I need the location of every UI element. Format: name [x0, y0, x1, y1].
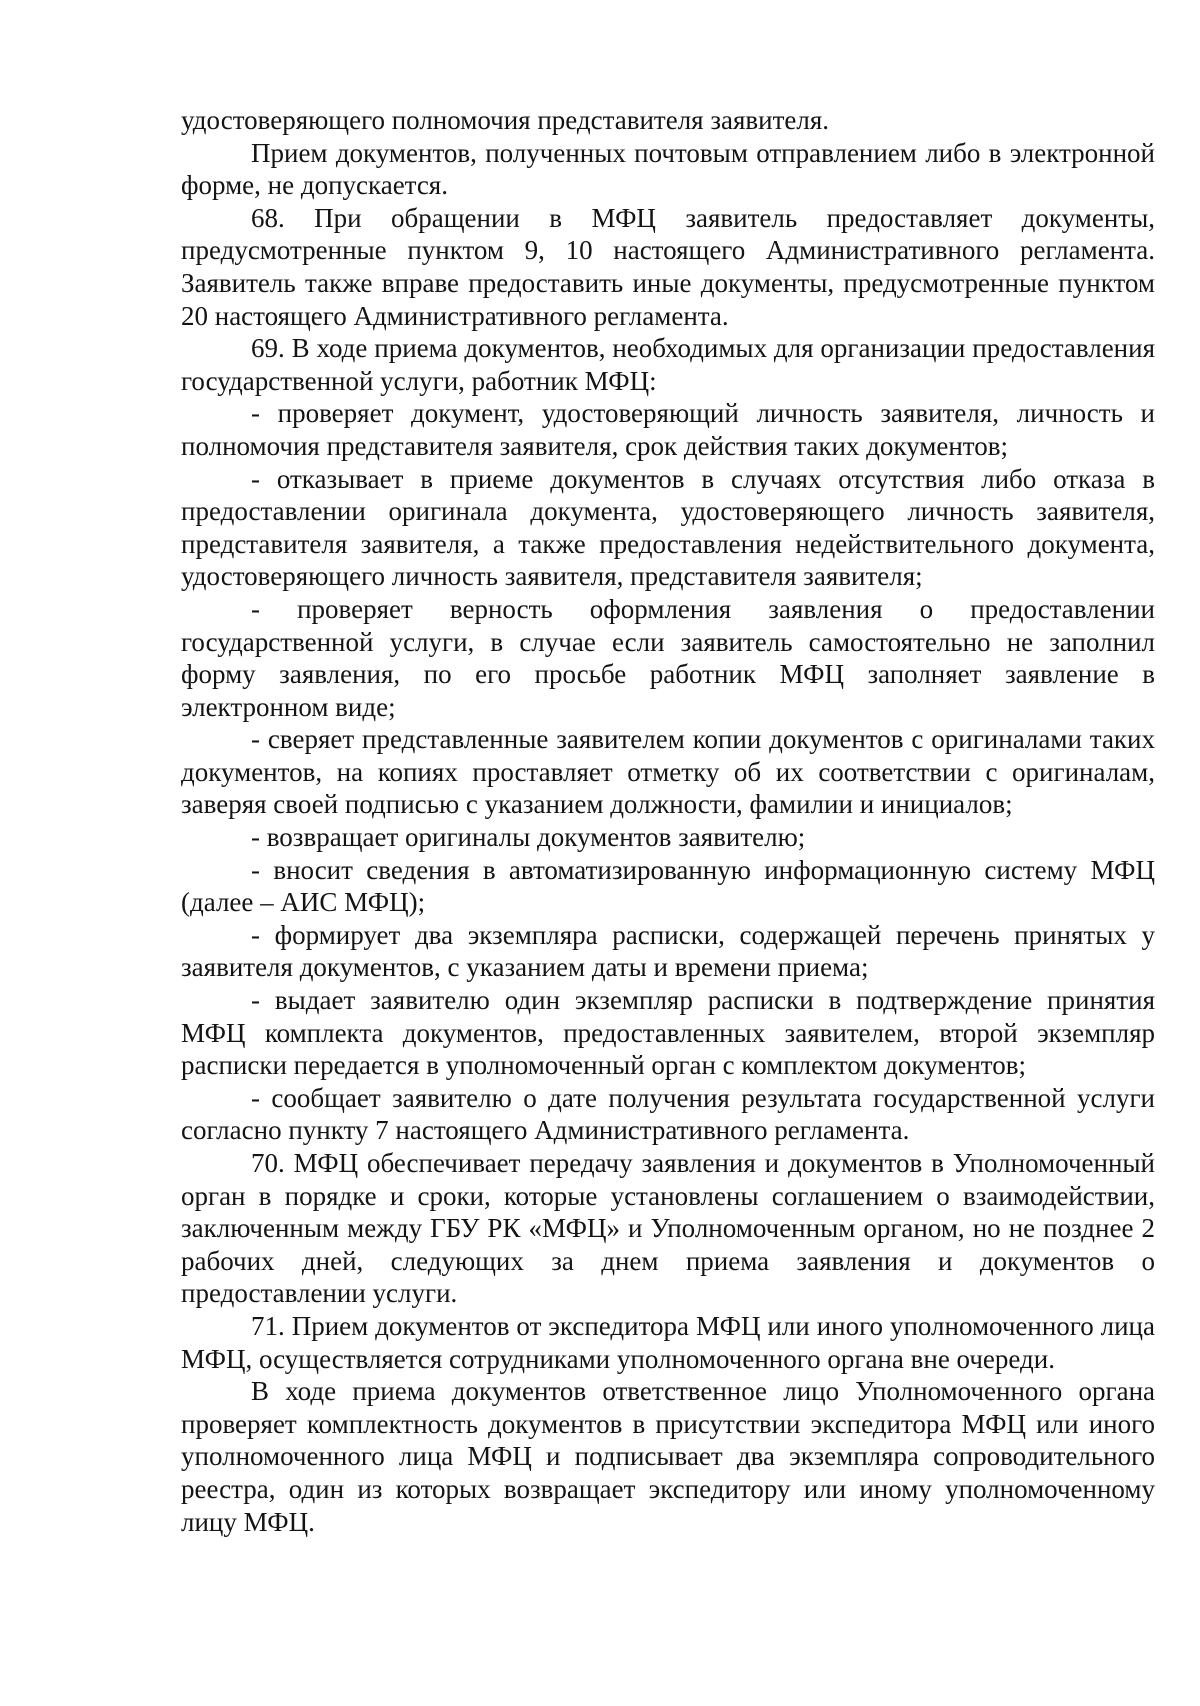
list-item-enters-ais: - вносит сведения в автоматизированную информационную систему МФЦ (далее – АИС МФЦ);: [181, 854, 1155, 918]
list-item-refuses-acceptance: - отказывает в приеме документов в случаях отсутствия либо отказа в предоставлении оригинала документа, удостоверяющего личность заявителя, представителя заявителя, а также предоставления недействительного документа, удостоверяющего личность заявителя, представителя заявителя;: [181, 463, 1155, 592]
list-item-checks-identity: - проверяет документ, удостоверяющий личность заявителя, личность и полномочия представителя заявителя, срок действия таких документов;: [181, 398, 1155, 461]
list-item-issues-receipt: - выдает заявителю один экземпляр расписки в подтверждение принятия МФЦ комплекта документов, предоставленных заявителем, второй экземпляр расписки передается в уполномоченный орган с комплектом документов;: [181, 985, 1155, 1081]
list-item-checks-application: - проверяет верность оформления заявления о предоставлении государственной услуги, в случае если заявитель самостоятельно не заполнил форму заявления, по его просьбе работник МФЦ заполняет заявление в электронном виде;: [181, 593, 1155, 722]
paragraph-registry-check: В ходе приема документов ответственное лицо Уполномоченного органа проверяет комплектность документов в присутствии экспедитора МФЦ или иного уполномоченного лица МФЦ и подписывает два экземпляра сопроводительного реестра, один из которых возвращает экспедитору или иному уполномоченному лицу МФЦ.: [181, 1376, 1155, 1537]
list-item-returns-originals: - возвращает оригиналы документов заявителю;: [251, 822, 806, 853]
paragraph-71: 71. Прием документов от экспедитора МФЦ или иного уполномоченного лица МФЦ, осуществляется сотрудниками уполномоченного органа вне очереди.: [181, 1310, 1155, 1374]
list-item-forms-receipts: - формирует два экземпляра расписки, содержащей перечень принятых у заявителя документов, с указанием даты и времени приема;: [181, 919, 1155, 983]
document-body: [181, 104, 1155, 1538]
list-item-compares-copies: - сверяет представленные заявителем копии документов с оригиналами таких документов, на копиях проставляет отметку об их соответствии с оригиналам, заверяя своей подписью с указанием должности, фамилии и инициалов;: [181, 724, 1155, 820]
paragraph-mail-not-accepted: Прием документов, полученных почтовым отправлением либо в электронной форме, не допускается.: [181, 137, 1155, 201]
paragraph-68: 68. При обращении в МФЦ заявитель предоставляет документы, предусмотренные пунктом 9, 10 настоящего Административного регламента. Заявитель также вправе предоставить иные документы, предусмотренные пунктом 20 настоящего Административного регламента.: [181, 202, 1155, 331]
paragraph-70: 70. МФЦ обеспечивает передачу заявления и документов в Уполномоченный орган в порядке и сроки, которые установлены соглашением о взаимодействии, заключенным между ГБУ РК «МФЦ» и Уполномоченным органом, но не позднее 2 рабочих дней, следующих за днем приема заявления и документов о предоставлении услуги.: [181, 1148, 1155, 1309]
paragraph-69: 69. В ходе приема документов, необходимых для организации предоставления государственной услуги, работник МФЦ:: [181, 333, 1155, 396]
paragraph-continuation: удостоверяющего полномочия представителя заявителя.: [181, 105, 830, 135]
list-item-informs-date: - сообщает заявителю о дате получения результата государственной услуги согласно пункту 7 настоящего Административного регламента.: [181, 1082, 1155, 1146]
